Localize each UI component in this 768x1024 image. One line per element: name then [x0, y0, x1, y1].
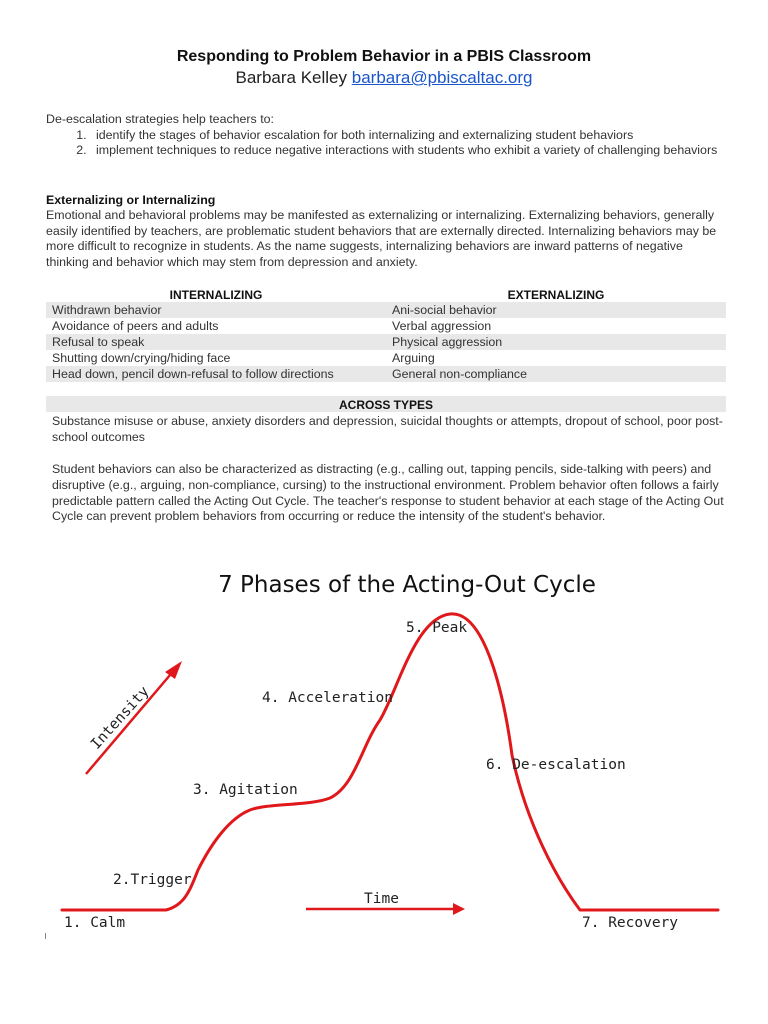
phase-label-acceleration: 4. Acceleration — [262, 690, 393, 706]
time-arrowhead — [453, 903, 465, 915]
table-cell: Refusal to speak — [46, 334, 386, 350]
intro-list-item: 2. implement techniques to reduce negative interactions with students who exhibit a variety of challenging behaviors — [90, 143, 726, 159]
phase-label-trigger: 2.Trigger — [113, 872, 192, 888]
diagram-title: 7 Phases of the Acting-Out Cycle — [218, 572, 596, 598]
intro-lead: De-escalation strategies help teachers to: — [46, 112, 274, 126]
table-cell: Ani-social behavior — [386, 302, 726, 318]
table-cell: Avoidance of peers and adults — [52, 319, 219, 333]
table-row — [46, 350, 726, 366]
table-cell: Withdrawn behavior — [46, 302, 386, 318]
intensity-label: Intensity — [88, 683, 153, 753]
acting-out-cycle-diagram — [0, 560, 768, 960]
table-cell: Shutting down/crying/hiding face — [52, 351, 231, 365]
author-line — [0, 68, 768, 88]
table-cell: Head down, pencil down-refusal to follow directions — [46, 366, 386, 382]
intensity-arrow — [86, 668, 176, 774]
section-heading: Externalizing or Internalizing — [46, 193, 216, 207]
acting-out-paragraph: Student behaviors can also be characterized as distracting (e.g., calling out, tapping pencils, side-talking with peers) and disruptive (e.g., arguing, non-compliance, cursing) to the instructional environment. Problem behavior often follows a fairly predictable pattern called the Acting Out Cycle. The teacher's response to student behavior at each stage of the Acting Out Cycle can prevent problem behaviors from occurring or reduce the intensity of the student's behavior. — [52, 462, 724, 524]
page-marker — [45, 933, 46, 939]
table-row — [46, 334, 726, 350]
table-header-row — [46, 287, 726, 302]
across-types-heading: ACROSS TYPES — [46, 396, 726, 412]
table-row — [46, 318, 726, 334]
phase-label-recovery: 7. Recovery — [582, 915, 679, 931]
table-cell: Arguing — [392, 351, 435, 365]
across-types-body: Substance misuse or abuse, anxiety disorders and depression, suicidal thoughts or attempts, dropout of school, poor post-school outcomes — [52, 414, 723, 444]
table-cell: Verbal aggression — [392, 319, 492, 333]
table-cell: Physical aggression — [386, 334, 726, 350]
table-row — [46, 302, 726, 318]
phase-label-agitation: 3. Agitation — [193, 782, 298, 798]
author-name: Barbara Kelley — [235, 68, 348, 87]
phase-label-calm: 1. Calm — [64, 915, 126, 931]
phase-label-peak: 5. Peak — [406, 620, 468, 636]
intro-list-item: 1. identify the stages of behavior escalation for both internalizing and externalizing student behaviors — [90, 128, 726, 144]
section-body: Emotional and behavioral problems may be manifested as externalizing or internalizing. Externalizing behaviors, generally easily identified by teachers, are problematic student behaviors that are externally directed. Internalizing behaviors may be more difficult to recognize in students. As the name suggests, internalizing behaviors are inward patterns of negative thinking and behavior which may stem from depression and anxiety. — [46, 208, 717, 269]
table-cell: General non-compliance — [386, 366, 726, 382]
document-header — [0, 48, 768, 88]
intro-section — [46, 112, 726, 159]
table-row — [46, 366, 726, 382]
externalizing-header: EXTERNALIZING — [507, 288, 605, 302]
time-label: Time — [364, 891, 399, 907]
author-email-link[interactable]: barbara@pbiscaltac.org — [351, 68, 533, 87]
phase-label-de-escalation: 6. De-escalation — [486, 757, 626, 773]
intro-list — [46, 128, 726, 159]
behavior-table — [46, 287, 726, 382]
internalizing-header: INTERNALIZING — [169, 288, 263, 302]
document-title: Responding to Problem Behavior in a PBIS Classroom — [176, 48, 592, 65]
